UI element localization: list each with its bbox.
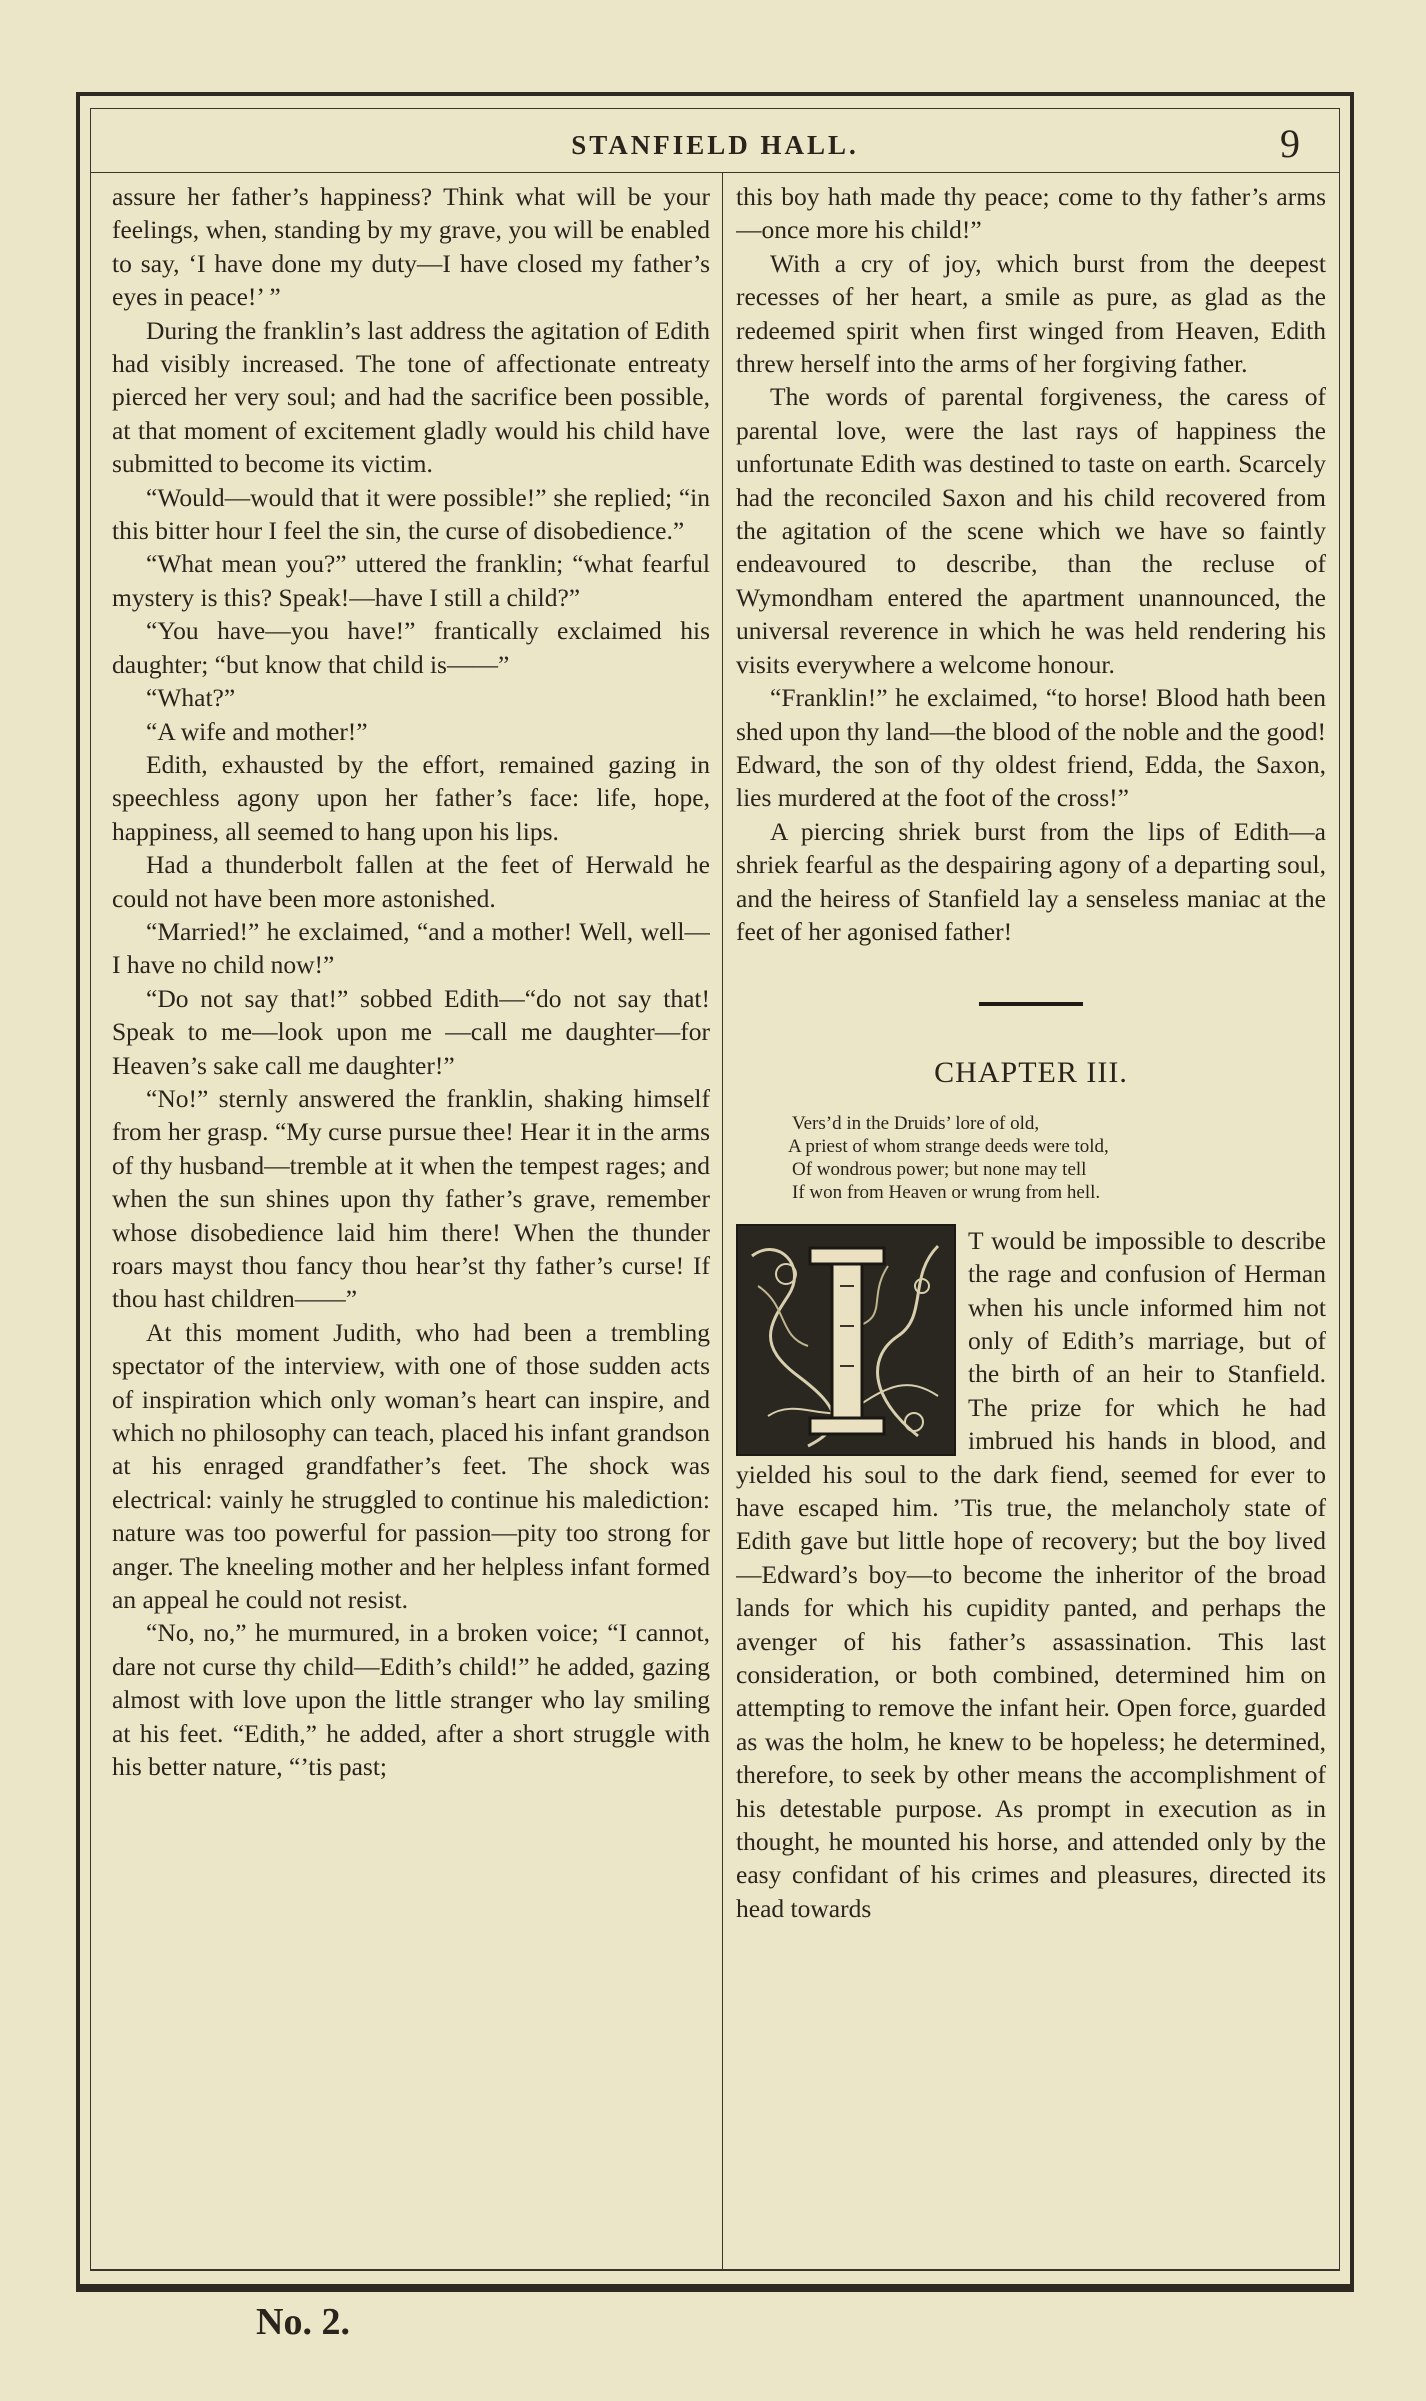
epigraph-line: Vers’d in the Druids’ lore of old, <box>792 1112 1040 1134</box>
paragraph: “What?” <box>146 683 236 713</box>
section-rule <box>979 1002 1083 1006</box>
left-column <box>112 180 710 2270</box>
paragraph: With a cry of joy, which burst from the deepest recesses of her heart, a smile as pure, as glad as the redeemed spirit when first winged from Heaven, Edith threw herself into the arms of her forgiving father. <box>736 248 1326 379</box>
chapter-heading: CHAPTER III. <box>934 1056 1128 1090</box>
column-divider <box>722 172 723 2270</box>
paragraph: Edith, exhausted by the effort, remained gazing in speechless agony upon her father’s face: life, hope, happiness, all seemed to hang upon his lips. <box>112 749 710 846</box>
paragraph: “Would—would that it were possible!” she replied; “in this bitter hour I feel the sin, the curse of disobedience.” <box>112 482 710 546</box>
paragraph: “Married!” he exclaimed, “and a mother! Well, well—I have no child now!” <box>112 916 710 980</box>
epigraph-line: Of wondrous power; but none may tell <box>792 1158 1087 1180</box>
paragraph: “No!” sternly answered the franklin, shaking himself from her grasp. “My curse pursue thee! Hear it in the arms of thy husband—tremble at it when the tempest rages; and when the sun shines upon thy father’s grave, remember whose disobedience laid him there! When the thunder roars mayst thou fancy thou hear’st thy father’s curse! If thou hast children——” <box>112 1083 710 1314</box>
running-head <box>90 112 1340 172</box>
footer-rule-thick <box>76 2288 1354 2292</box>
paragraph: “A wife and mother!” <box>146 716 368 746</box>
paragraph: “No, no,” he murmured, in a broken voice; “I cannot, dare not curse thy child—Edith’s child!” he added, gazing almost with love upon the little stranger who lay smiling at his feet. “Edith,” he added, after a short struggle with his better nature, “’tis past; <box>112 1618 710 1782</box>
paragraph: “You have—you have!” frantically exclaimed his daughter; “but know that child is——” <box>112 616 710 679</box>
epigraph-line: A priest of whom strange deeds were told, <box>788 1135 1109 1157</box>
right-column <box>736 180 1326 2270</box>
paragraph: During the franklin’s last address the agitation of Edith had visibly increased. The tone of affectionate entreaty pierced her very soul; and had the sacrifice been possible, at that moment of excitement gladly would his child have submitted to become its victim. <box>112 315 710 479</box>
header-rule <box>90 172 1340 173</box>
page-number: 9 <box>1280 121 1300 166</box>
paragraph: “What mean you?” uttered the franklin; “what fearful mystery is this? Speak!—have I still a child?” <box>112 549 710 612</box>
running-head-title: STANFIELD HALL. <box>571 130 859 160</box>
paragraph: “Do not say that!” sobbed Edith—“do not say that! Speak to me—look upon me —call me daughter—for Heaven’s sake call me daughter!” <box>112 983 710 1080</box>
paragraph: At this moment Judith, who had been a trembling spectator of the interview, with one of those sudden acts of inspiration which only woman’s heart can inspire, and which no philosophy can teach, placed his infant grandson at his enraged grandfather’s feet. The shock was electrical: vainly he struggled to continue his malediction: nature was too powerful for passion—pity too strong for anger. The kneeling mother and her helpless infant formed an appeal he could not resist. <box>112 1317 710 1615</box>
paragraph: A piercing shriek burst from the lips of Edith—a shriek fearful as the despairing agony of a departing soul, and the heiress of Stanfield lay a senseless maniac at the feet of her agonised father! <box>736 816 1326 946</box>
paragraph: “Franklin!” he exclaimed, “to horse! Blood hath been shed upon thy land—the blood of the noble and the good! Edward, the son of thy oldest friend, Edda, the Saxon, lies murdered at the foot of the cross!” <box>736 683 1326 813</box>
issue-number: No. 2. <box>256 2301 350 2343</box>
chapter-opening-paragraph <box>736 1224 1326 1926</box>
ornamental-initial <box>736 1224 956 1456</box>
epigraph <box>788 1112 1326 1204</box>
footer-rule <box>90 2270 1340 2271</box>
foliage-ornament-icon <box>738 1226 954 1454</box>
paragraph: The words of parental forgiveness, the caress of parental love, were the last rays of happiness the unfortunate Edith was destined to taste on earth. Scarcely had the reconciled Saxon and his child recovered from the agitation of the scene which we have so faintly endeavoured to describe, than the recluse of Wymondham entered the apartment unannounced, the universal reverence in which he was held rendering his visits everywhere a welcome honour. <box>736 382 1326 679</box>
paragraph: assure her father’s happiness? Think what will be your feelings, when, standing by my grave, you will be enabled to say, ‘I have done my duty—I have closed my father’s eyes in peace!’ ” <box>112 182 710 312</box>
paragraph: this boy hath made thy peace; come to thy father’s arms—once more his child!” <box>736 182 1326 245</box>
epigraph-line: If won from Heaven or wrung from hell. <box>792 1181 1101 1203</box>
opening-text: T would be impossible to describe the rage and confusion of Herman when his uncle informed him not only of Edith’s marriage, but of the birth of an heir to Stanfield. The prize for which he had imbrued his hands in blood, and yielded his soul to the dark fiend, seemed for ever to have escaped him. ’Tis true, the melancholy state of Edith gave but little hope of recovery; but the boy lived—Edward’s boy—to become the inheritor of the broad lands for which his cupidity panted, and perhaps the avenger of his father’s assassination. This last consideration, or both combined, determined him on attempting to remove the infant heir. Open force, guarded as was the holm, he knew to be hopeless; he determined, therefore, to seek by other means the accomplishment of his detestable purpose. As prompt in execution as in thought, he mounted his horse, and attended only by the easy confidant of his crimes and pleasures, directed its head towards <box>736 1225 1326 1923</box>
paragraph: Had a thunderbolt fallen at the feet of Herwald he could not have been more astonished. <box>112 850 710 913</box>
